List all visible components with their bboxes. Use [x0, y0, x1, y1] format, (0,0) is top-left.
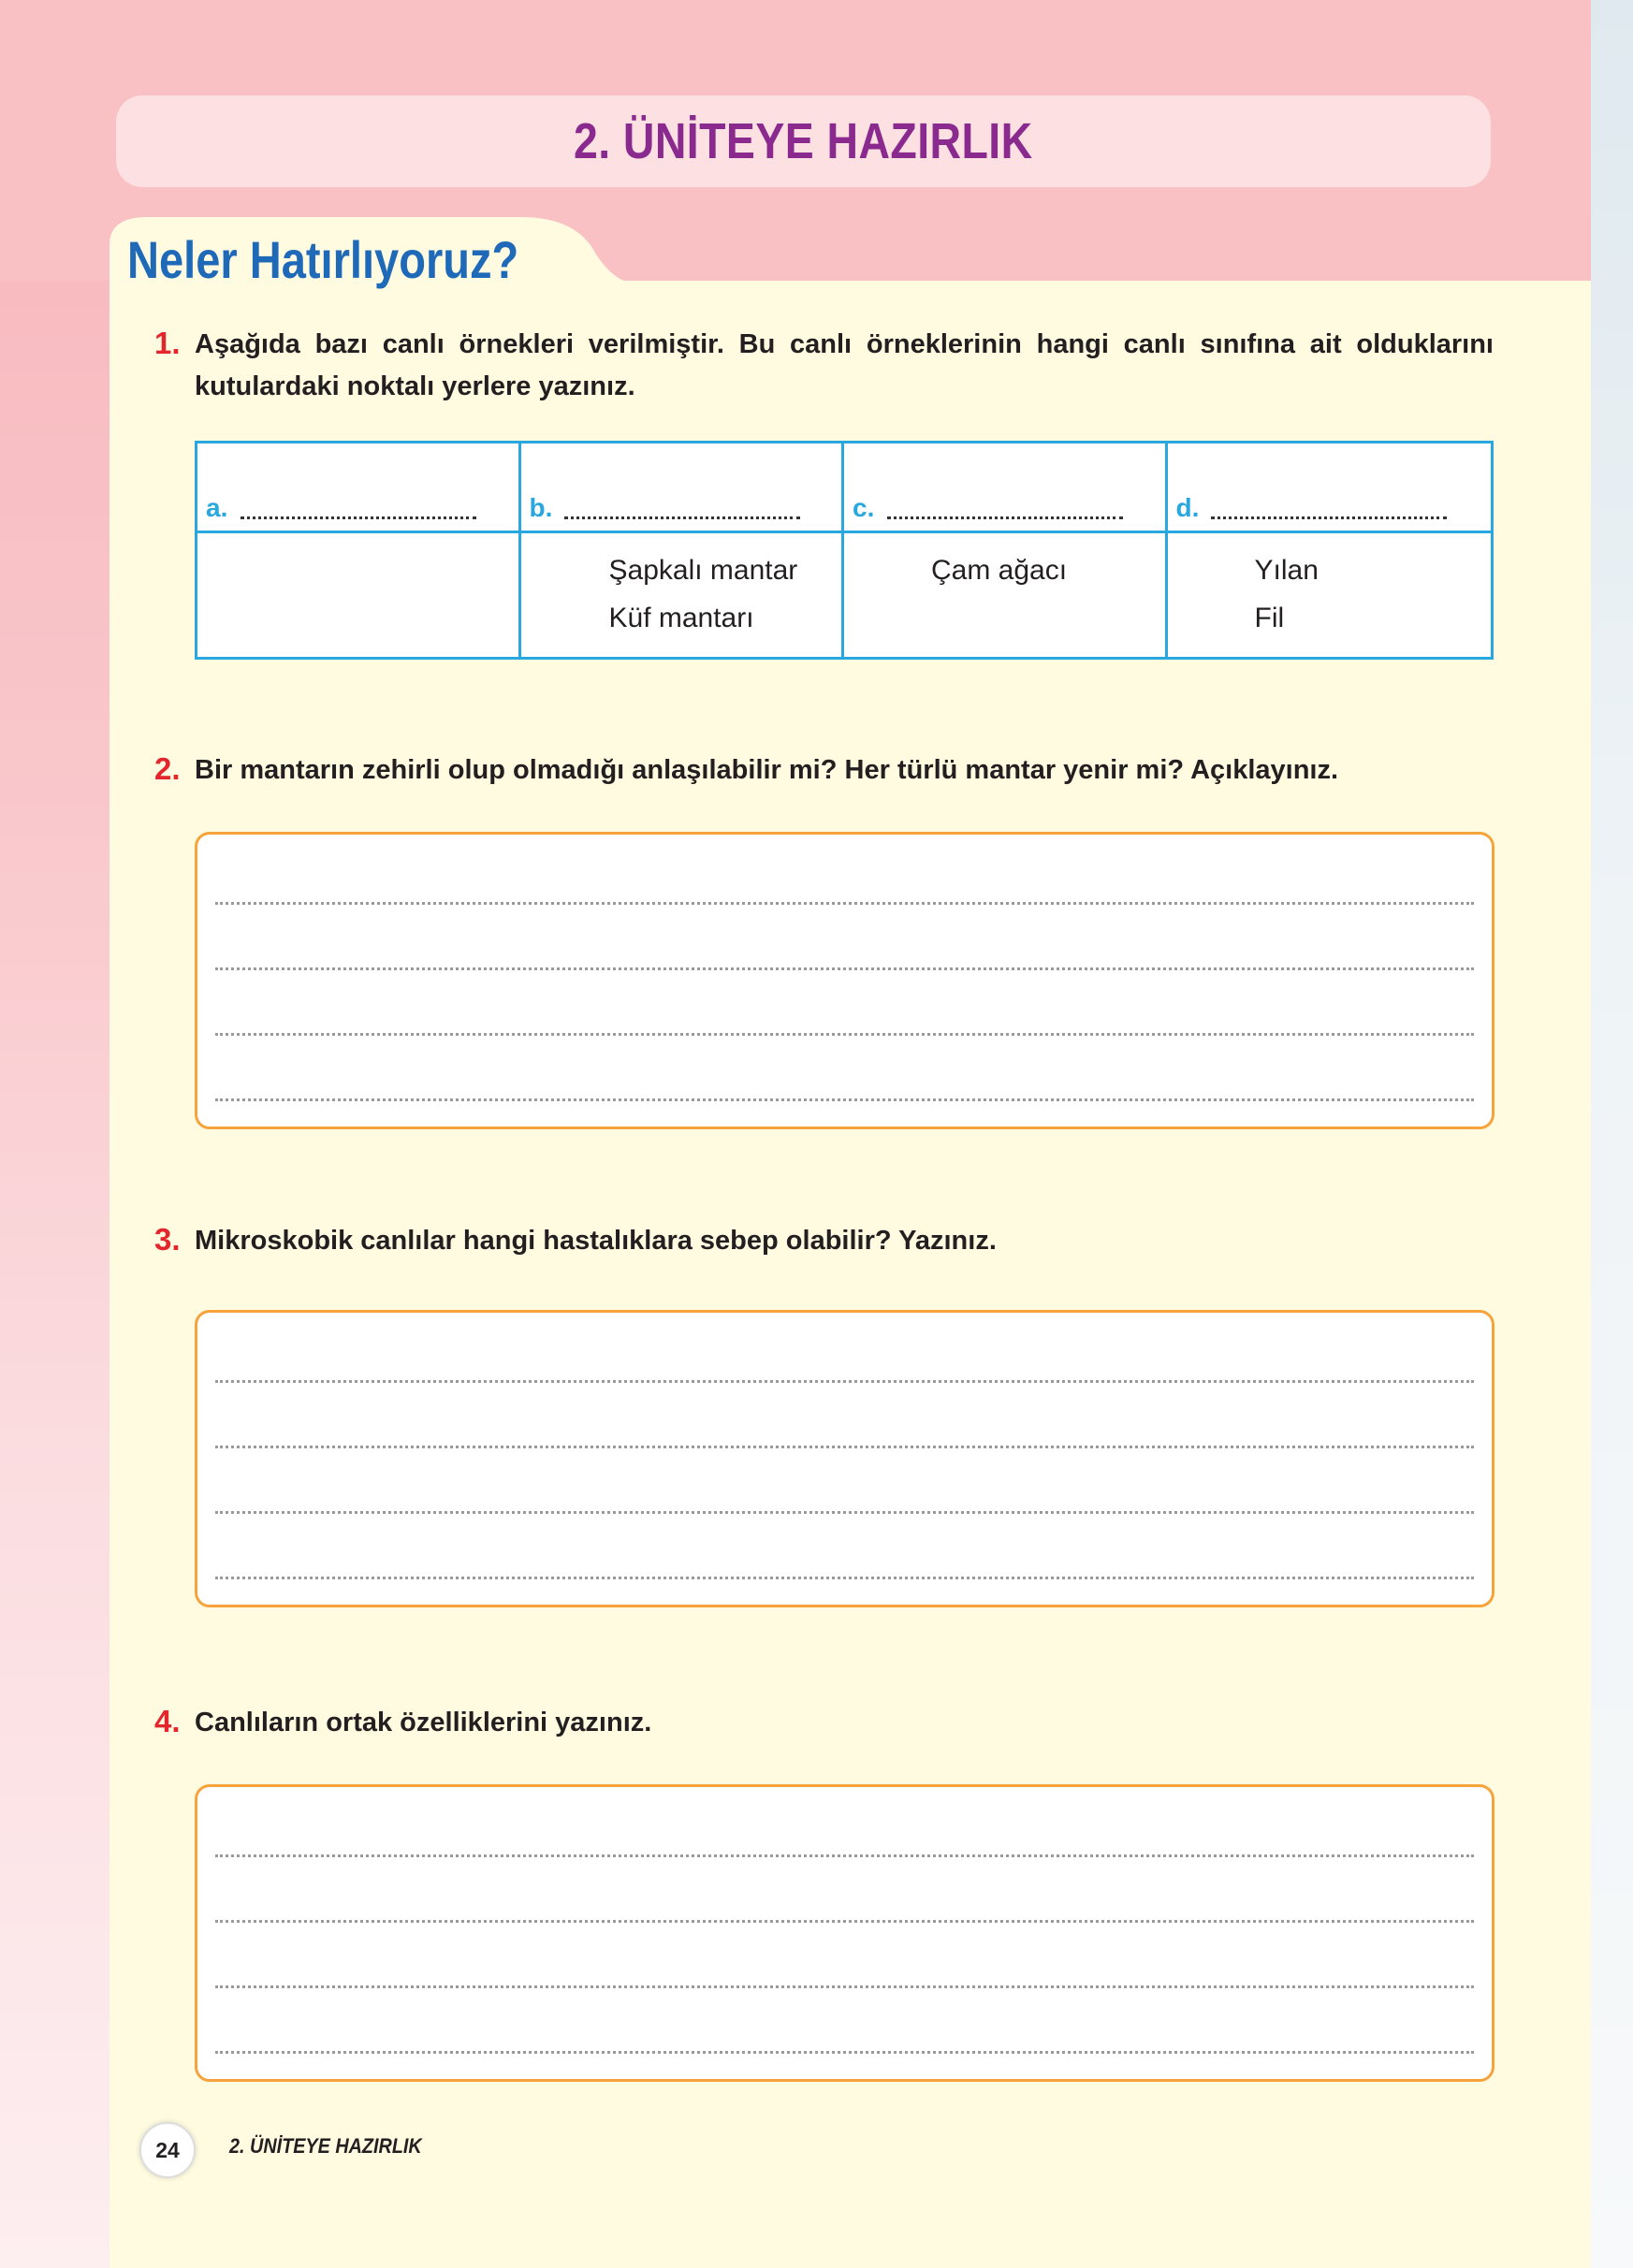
answer-line[interactable]	[215, 1920, 1474, 1923]
cell-label: c.	[853, 493, 875, 522]
question-3-text: Mikroskobik canlılar hangi hastalıklara sebep olabilir? Yazınız.	[195, 1226, 997, 1256]
side-strip	[1591, 0, 1633, 2268]
question-2-text: Bir mantarın zehirli olup olmadığı anlaşılabilir mi? Her türlü mantar yenir mi? Açıklayınız.	[195, 755, 1339, 785]
cell-label: b.	[529, 493, 553, 522]
answer-box-4[interactable]	[195, 1784, 1494, 2082]
question-4-text: Canlıların ortak özelliklerini yazınız.	[195, 1708, 652, 1737]
blank-line	[1211, 516, 1447, 519]
classification-table	[195, 441, 1494, 660]
table-header-cell-a[interactable]	[197, 443, 521, 533]
answer-line[interactable]	[215, 1098, 1474, 1101]
table-header-cell-b[interactable]	[521, 443, 845, 533]
footer-unit-title: 2. ÜNİTEYE HAZIRLIK	[229, 2134, 422, 2158]
page-number-badge: 24	[139, 2122, 196, 2178]
answer-box-3[interactable]	[195, 1310, 1494, 1607]
answer-line[interactable]	[215, 1854, 1474, 1857]
unit-title-banner	[116, 95, 1491, 187]
table-body-cell-b	[521, 533, 845, 657]
question-4-number: 4.	[154, 1704, 181, 1738]
table-header-cell-d[interactable]	[1168, 443, 1492, 533]
answer-line[interactable]	[215, 1033, 1474, 1036]
example-item: Yılan	[1254, 555, 1319, 586]
blank-line	[564, 516, 800, 519]
answer-line[interactable]	[215, 1577, 1474, 1579]
answer-box-2[interactable]	[195, 832, 1494, 1129]
blank-line	[241, 516, 476, 519]
question-1-line1: Aşağıda bazı canlı örnekleri verilmiştir. Bu canlı örneklerinin hangi canlı sınıfına ait olduklarını	[195, 329, 1494, 359]
table-header-cell-c[interactable]	[844, 443, 1168, 533]
example-item: Küf mantarı	[608, 603, 754, 633]
question-1-text	[195, 324, 1494, 408]
answer-line[interactable]	[215, 2051, 1474, 2054]
unit-title: 2. ÜNİTEYE HAZIRLIK	[574, 113, 1033, 169]
table-body-cell-d	[1168, 533, 1492, 657]
blank-line	[887, 516, 1123, 519]
answer-line[interactable]	[215, 1380, 1474, 1383]
table-body-cell-c	[844, 533, 1168, 657]
example-item: Fil	[1254, 603, 1285, 633]
answer-line[interactable]	[215, 1511, 1474, 1514]
example-item: Çam ağacı	[931, 555, 1068, 586]
question-1-number: 1.	[154, 326, 181, 360]
answer-line[interactable]	[215, 1985, 1474, 1988]
question-2-number: 2.	[154, 751, 181, 786]
table-body-cell-a	[197, 533, 521, 657]
cell-label: a.	[206, 493, 228, 522]
question-3-number: 3.	[154, 1222, 181, 1257]
answer-line[interactable]	[215, 902, 1474, 905]
example-item: Şapkalı mantar	[608, 555, 798, 586]
question-1-line2: kutulardaki noktalı yerlere yazınız.	[195, 371, 635, 401]
section-title: Neler Hatırlıyoruz?	[127, 230, 519, 289]
answer-line[interactable]	[215, 967, 1474, 970]
cell-label: d.	[1175, 493, 1200, 522]
answer-line[interactable]	[215, 1446, 1474, 1448]
